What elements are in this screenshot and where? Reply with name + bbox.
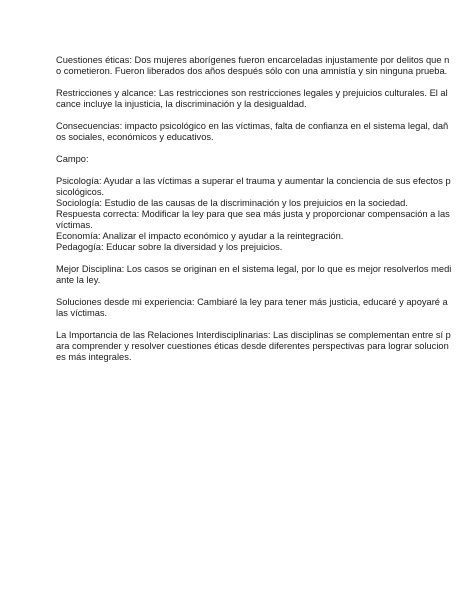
text-line: o cometieron. Fueron liberados dos años después sólo con una amnistía y sin ninguna prueba. — [56, 66, 448, 76]
text-line: Sociología: Estudio de las causas de la discriminación y los prejuicios en la sociedad. — [56, 198, 408, 208]
text-line: víctimas. — [56, 220, 93, 230]
text-line: Psicología: Ayudar a las víctimas a superar el trauma y aumentar la conciencia de sus efectos p — [56, 176, 451, 186]
text-line: Pedagogía: Educar sobre la diversidad y los prejuicios. — [56, 242, 283, 252]
text-line: ante la ley. — [56, 275, 101, 285]
text-line: cance incluye la injusticia, la discriminación y la desigualdad. — [56, 99, 307, 109]
text-line: Cuestiones éticas: Dos mujeres aborígenes fueron encarceladas injustamente por delitos que n — [56, 55, 450, 65]
document-body — [56, 55, 452, 363]
text-line: ara comprender y resolver cuestiones éticas desde diferentes perspectivas para lograr solucion — [56, 341, 449, 351]
paragraph-mejor-disciplina — [56, 264, 452, 286]
paragraph-restricciones — [56, 88, 448, 110]
text-line: Economía: Analizar el impacto económico y ayudar a la reintegración. — [56, 231, 344, 241]
text-line: Restricciones y alcance: Las restricciones son restricciones legales y prejuicios culturales. El al — [56, 88, 448, 98]
text-line: sicológicos. — [56, 187, 105, 197]
text-line: es más integrales. — [56, 352, 132, 362]
text-line: La Importancia de las Relaciones Interdisciplinarias: Las disciplinas se complementan entre sí p — [56, 330, 451, 340]
text-line: Campo: — [56, 154, 89, 164]
paragraph-cuestiones-eticas — [56, 55, 450, 77]
text-line: Respuesta correcta: Modificar la ley para que sea más justa y proporcionar compensación a las — [56, 209, 450, 219]
text-line: Soluciones desde mi experiencia: Cambiaré la ley para tener más justicia, educaré y apoyaré a — [56, 297, 448, 307]
paragraph-interdisciplinarias — [56, 330, 451, 363]
paragraph-campo — [56, 154, 428, 165]
text-line: Mejor Disciplina: Los casos se originan en el sistema legal, por lo que es mejor resolverlos medi — [56, 264, 452, 274]
text-line: Consecuencias: impacto psicológico en las víctimas, falta de confianza en el sistema legal, dañ — [56, 121, 449, 131]
paragraph-disciplinas — [56, 176, 451, 253]
paragraph-soluciones — [56, 297, 448, 319]
text-line: os sociales, económicos y educativos. — [56, 132, 214, 142]
paragraph-consecuencias — [56, 121, 449, 143]
text-line: las víctimas. — [56, 308, 108, 318]
